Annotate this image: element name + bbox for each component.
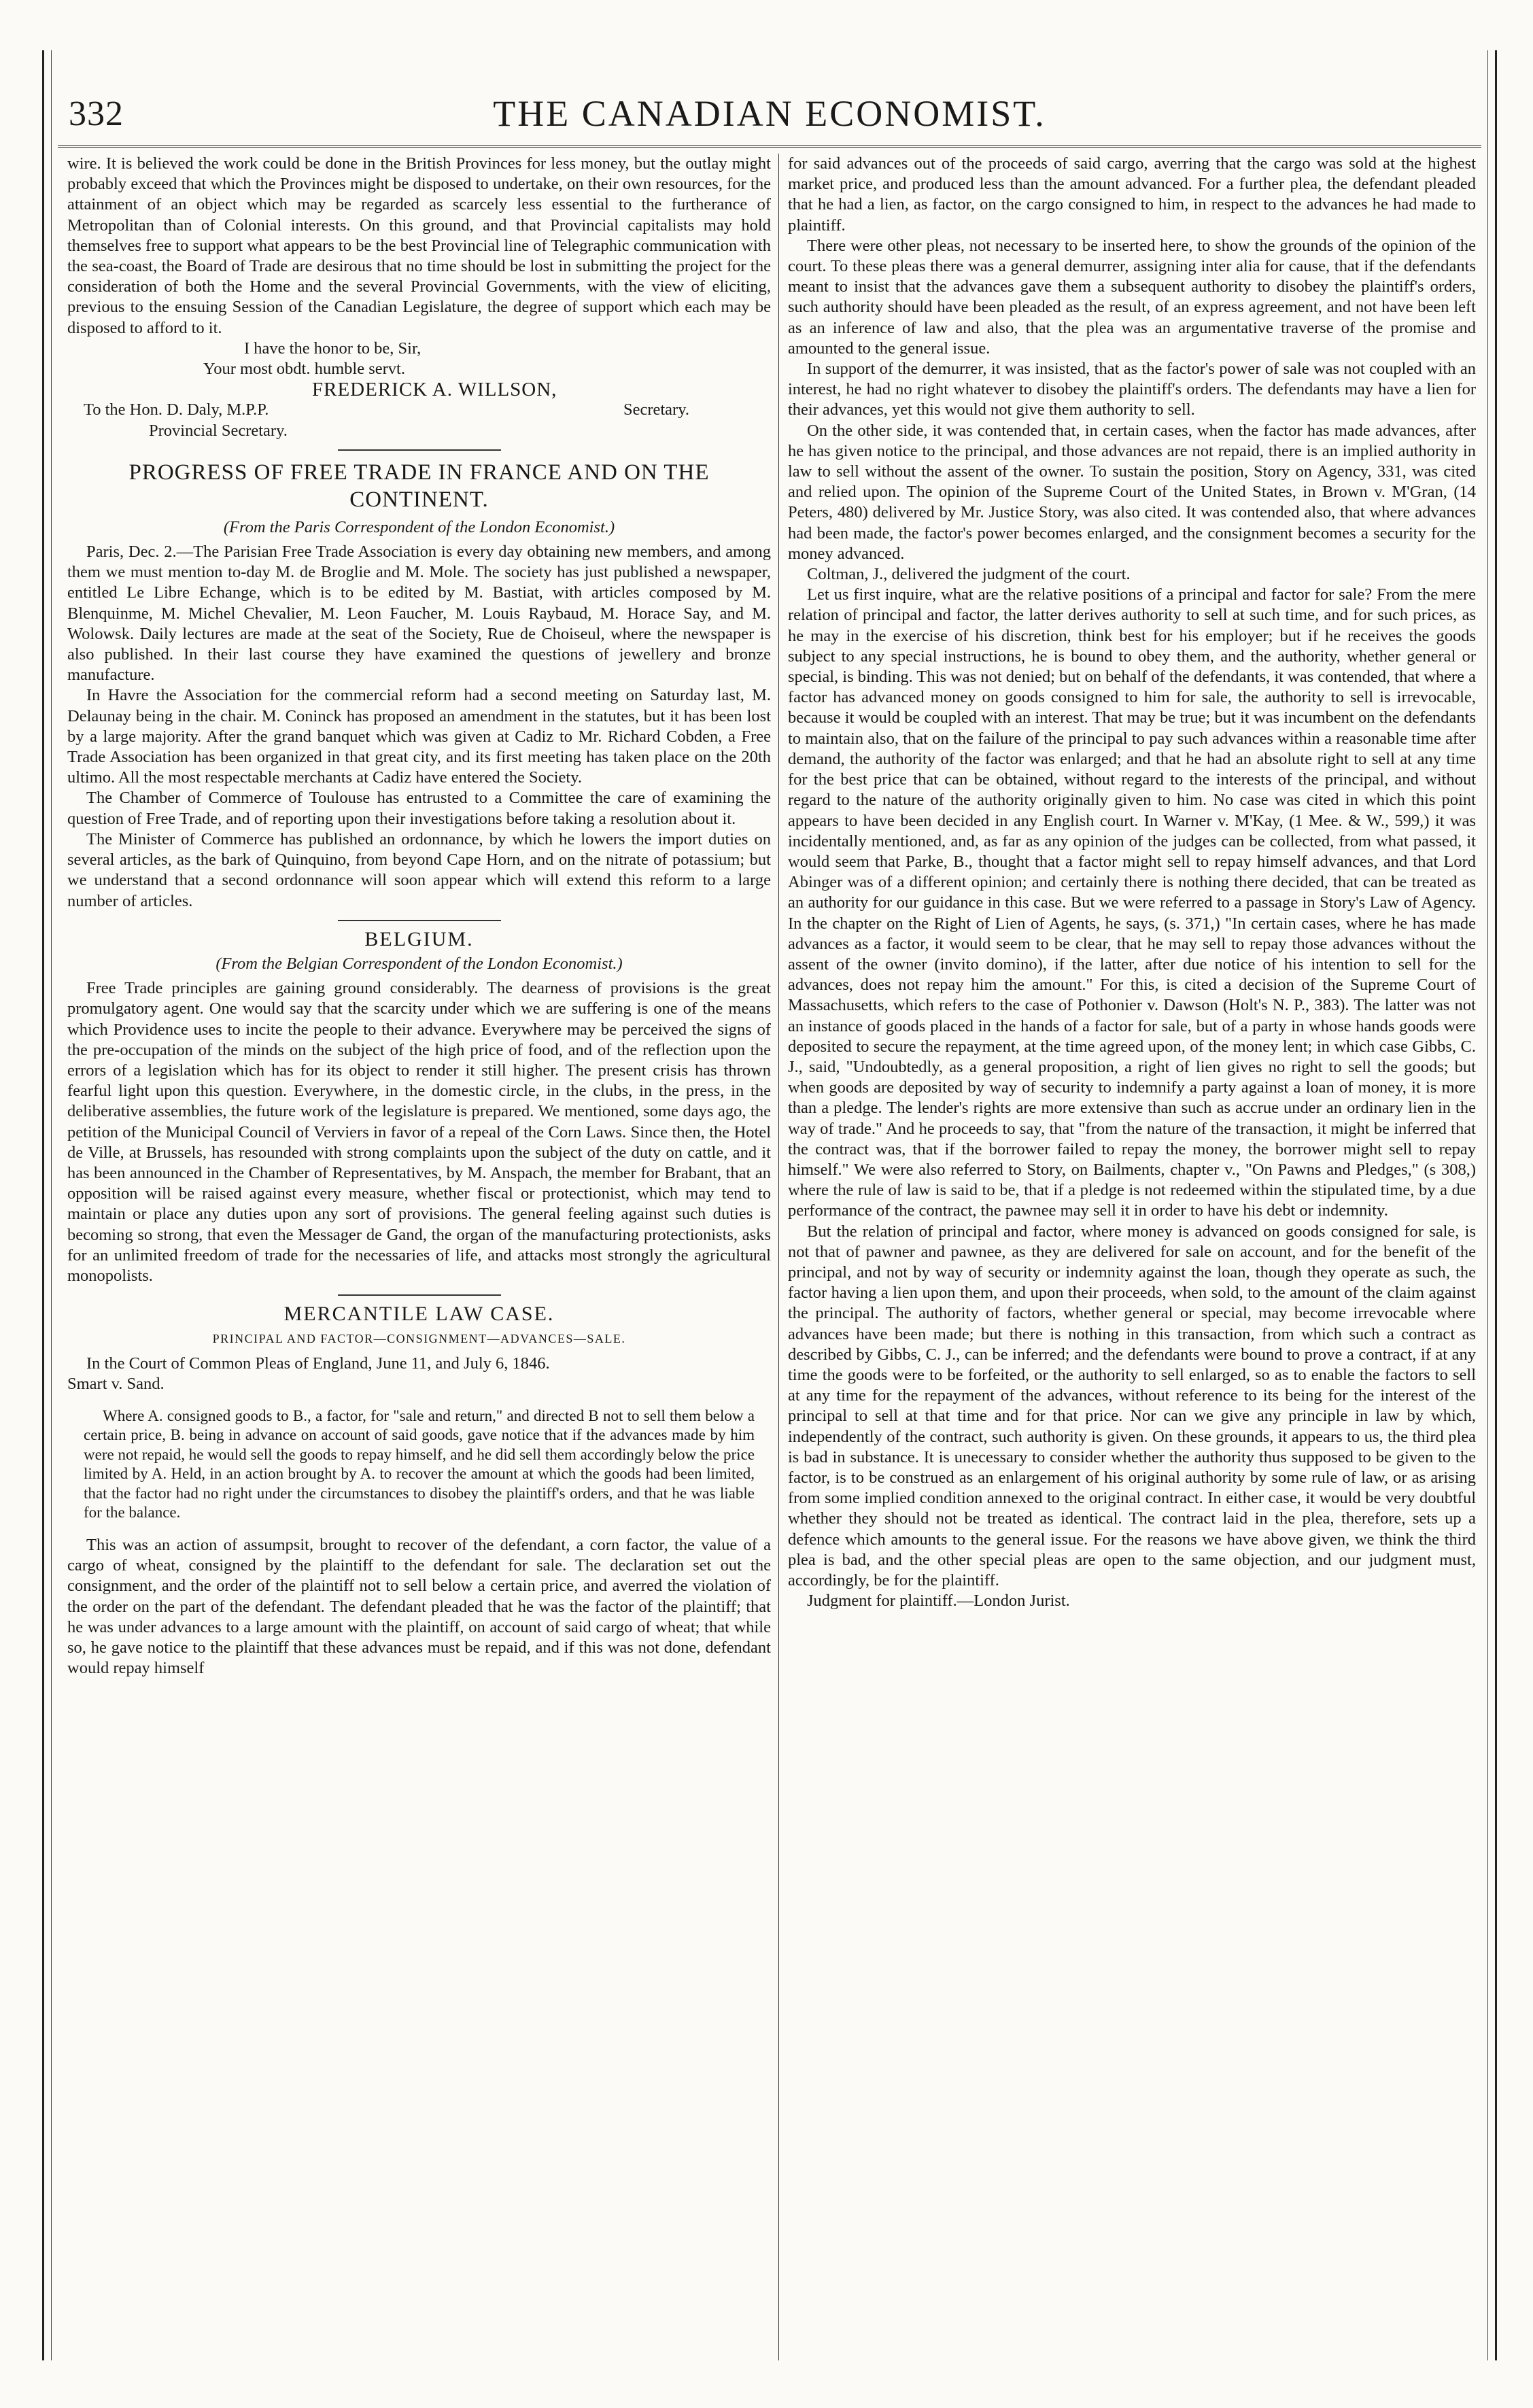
article-paragraph: There were other pleas, not necessary to be inserted here, to show the grounds of the opinion of the court. To these pleas there was a general demurrer, assigning inter alia for cause, that if the defendants meant to insist that the advances gave them a subsequent authority to disobey the plaintiff's orders, such authority should have been pleaded as the result, of an express agreement, and not have been left as an inference of law and also, that the plea was an argumentative traverse of the promise and amounted to the general issue.: [788, 236, 1476, 358]
headnote-text: Where A. consigned goods to B., a factor, for "sale and return," and directed B not to sell them below a certain price, B. being in advance on account of said goods, gave notice that if the advances made by him were not repaid, he would sell the goods to repay himself, and he did sell them accordingly below the price limited by A. Held, in an action brought by A. to recover the amount at which the goods had been limited, that the factor had no right under the circumstances to disobey the plaintiff's orders, and that he was liable for the balance.: [84, 1407, 755, 1521]
letter-continuation: wire. It is believed the work could be done in the British Provinces for less money, but the outlay might probably exceed that which the Provinces might be disposed to undertake, on their own resources, for the attainment of an object which may be regarded as scarcely less essential to the furtherance of Metropolitan than of Colonial interests. On this ground, and that Provincial capitalists may hold themselves free to support what appears to be the best Provincial line of Telegraphic communication with the sea-coast, the Board of Trade are desirous that no time should be lost in submitting the project for the consideration of both the Home and the several Provincial Governments, with the view of eliciting, previous to the ensuing Session of the Canadian Legislature, the degree of support which each may be disposed to afford to it.: [67, 154, 771, 337]
signer-title: Secretary.: [623, 400, 689, 419]
page-border-right: [1487, 50, 1488, 2360]
article-paragraph: In Havre the Association for the commercial reform had a second meeting on Saturday last, M. Delaunay being in the chair. M. Coninck has proposed an amendment in the statutes, but it has been lost by a large majority. After the grand banquet which was given at Cadiz to Mr. Richard Cobden, a Free Trade Association has been organized in that great city, and its first meeting has taken place on the 20th ultimo. All the most respectable merchants at Cadiz have entered the Society.: [67, 686, 771, 787]
section-rule: [338, 1294, 501, 1296]
article-paragraph: Let us first inquire, what are the relative positions of a principal and factor for sale? From the mere relation of principal and factor, the latter derives authority to sell at such time, and for such prices, as he may in the exercise of his discretion, think best for his employer; but if he receives the goods subject to any special instructions, he is bound to obey them, and the authority, whether general or special, is binding. This was not denied; but on behalf of the defendants, it was contended, that where a factor has advanced money on goods consigned to him for sale, the authority to sell is irrevocable, because it would be coupled with an interest. That may be true; but it was incumbent on the defendants to maintain also, that on the failure of the principal to pay such advances within a reasonable time after demand, the authority of the factor was enlarged; and that he had an absolute right to sell at any time for the best price that can be obtained, without regard to the interests of the principal, and without regard to the nature of the authority originally given to him. No case was cited in which this point appears to have been decided in any English court. In Warner v. M'Kay, (1 Mee. & W., 599,) it was incidentally mentioned, and, as far as any opinion of the judges can be collected, from what passed, it would seem that Parke, B., thought that a factor might sell to repay himself advances, and that Lord Abinger was of a different opinion; and certainly there is nothing there decided, that can be treated as an authority for our guidance in this case. But we were referred to a passage in Story's Law of Agency. In the chapter on the Right of Lien of Agents, he says, (s. 371,) "In certain cases, where he has made advances as a factor, it would seem to be clear, that he may sell to repay those advances without the assent of the owner (invito domino), if the latter, after due notice of his intention to sell for the advances, does not repay him the amount." For this, is cited a decision of the Supreme Court of Massachusetts, which refers to the case of Pothonier v. Dawson (Holt's N. P., 383). The latter was not an instance of goods placed in the hands of a factor for sale, but of a party in whose hands goods were deposited to secure the repayment, at the time agreed upon, of the money lent; in which case Gibbs, C. J., said, "Undoubtedly, as a general proposition, a right of lien gives no right to sell the goods; but when goods are deposited by way of security to indemnify a party against a loan of money, it is more than a pledge. The lender's rights are more extensive than such as accrue under an ordinary lien in the way of trade." And he proceeds to say, that "from the nature of the transaction, it might be inferred that the contract was, that if the borrower failed to repay the money, the borrower might sell to repay himself." We were also referred to Story, on Bailments, chapter v., "On Pawns and Pledges," (s 308,) where the rule of law is said to be, that if a pledge is not redeemed within the stipulated time, by a due performance of the contract, the pawnee may sell it in order to have his debt or indemnity.: [788, 585, 1476, 1220]
article-title-belgium: BELGIUM.: [364, 927, 474, 950]
letter-closing: I have the honor to be, Sir,: [244, 339, 421, 358]
addressee-title: Provincial Secretary.: [149, 421, 288, 440]
right-column: [788, 154, 1476, 2360]
journal-title: THE CANADIAN ECONOMIST.: [493, 93, 1046, 134]
signature: FREDERICK A. WILLSON,: [312, 379, 557, 401]
section-rule: [338, 920, 501, 921]
article-paragraph: On the other side, it was contended that, in certain cases, when the factor has made advances, after he has given notice to the principal, and those advances are not repaid, there is an implied authority in law to sell without the assent of the owner. To sustain the position, Story on Agency, 331, was cited and relied upon. The opinion of the Supreme Court of the United States, in Brown v. M'Gran, (14 Peters, 480) delivered by Mr. Justice Story, was also cited. It was contended also, that where advances had been made, the factor's power becomes enlarged, and the consignment becomes a security for the money advanced.: [788, 421, 1476, 563]
article-paragraph: In support of the demurrer, it was insisted, that as the factor's power of sale was not coupled with an interest, he had no right whatever to disobey the plaintiff's orders. The defendants may have a lien for their advances, yet this would not give them authority to sell.: [788, 360, 1476, 419]
page-number: 332: [69, 94, 124, 133]
page-header: [58, 91, 1481, 148]
letter-closing-2: Your most obdt. humble servt.: [203, 360, 405, 379]
case-name: Smart v. Sand.: [67, 1374, 165, 1393]
article-paragraph: The Chamber of Commerce of Toulouse has entrusted to a Committee the care of examining the question of Free Trade, and of reporting upon their investigations before taking a resolution about it.: [67, 789, 771, 828]
article-source: (From the Paris Correspondent of the London Economist.): [223, 517, 615, 536]
article-paragraph: Free Trade principles are gaining ground considerably. The dearness of provisions is the great promulgatory agent. One would say that the scarcity under which we are suffering is one of the means which Providence uses to incite the people to their advance. Everywhere may be perceived the signs of the pre-occupation of the minds on the subject of the high price of food, and of the reflection upon the errors of a legislation which has for its object to render it still higher. The present crisis has thrown fearful light upon this question. Everywhere, in the domestic circle, in the clubs, in the press, in the deliberative assemblies, the future work of the legislature is prepared. We mentioned, some days ago, the petition of the Municipal Council of Verviers in favor of a repeal of the Corn Laws. Since then, the Hotel de Ville, at Brussels, has resounded with strong complaints upon the subject of the duty on cattle, and it has been announced in the Chamber of Representatives, by M. Anspach, the member for Brabant, that an opposition will be raised against every measure, whether fiscal or protectionist, which may tend to maintain or place any duties upon any sort of provisions. The general feeling against such duties is becoming so strong, that even the Messager de Gand, the organ of the manufacturing protectionists, asks for an unlimited freedom of trade for the necessaries of life, and attacks most strongly the agricultural monopolists.: [67, 979, 771, 1285]
article-source: (From the Belgian Correspondent of the London Economist.): [216, 954, 623, 973]
addressee: To the Hon. D. Daly, M.P.P.: [84, 400, 269, 419]
judgment-line: Judgment for plaintiff.—London Jurist.: [807, 1592, 1070, 1611]
left-column: [67, 154, 771, 2360]
article-paragraph: But the relation of principal and factor, where money is advanced on goods consigned for sale, is not that of pawner and pawnee, as they are delivered for sale on account, and for the benefit of the principal, and not by way of security or indemnity against the loan, though they operate as such, the factor having a lien upon them, and upon their proceeds, when sold, to the amount of the claim against the principal. The authority of factors, whether general or special, may become irrevocable where advances have been made; but there is nothing in this transaction, from which such a contract as described by Gibbs, C. J., can be inferred; and the defendants were bound to prove a contract, if at any time the goods were to be forfeited, or the authority to sell enlarged, so as to enable the factors to sell at any time for the repayment of the advances, without reference to its being for the interest of the principal to sell at that time and for that price. Nor can we give any principle in law by which, independently of the contract, such authority is given. On these grounds, it appears to us, the third plea is bad in substance. It is unecessary to consider whether the authority thus supposed to be given to the factor, is to be construed as an enlargement of his original authority by some rule of law, or as arising from some implied condition annexed to the original contract. In either case, it would be very doubtful whether they should not be treated as identical. The contract laid in the plea, therefore, sets up a defence which amounts to the general issue. For the reasons we have above given, we think the third plea is bad, and the other special pleas are open to the same objection, and our judgment must, accordingly, be for the plaintiff.: [788, 1222, 1476, 1590]
article-subhead: PRINCIPAL AND FACTOR—CONSIGNMENT—ADVANCES—SALE.: [212, 1332, 626, 1346]
article-paragraph: for said advances out of the proceeds of said cargo, averring that the cargo was sold at the highest market price, and produced less than the amount advanced. For a further plea, the defendant pleaded that he had a lien, as factor, on the cargo consigned to him, in respect to the advances he had made to plaintiff.: [788, 154, 1476, 235]
article-paragraph: This was an action of assumpsit, brought to recover of the defendant, a corn factor, the value of a cargo of wheat, consigned by the plaintiff to the defendant for sale. The declaration set out the consignment, and the order of the plaintiff not to sell below a certain price, and averred the violation of the order on the part of the defendant. The defendant pleaded that he was the factor of the plaintiff; that he was under advances to a large amount with the plaintiff, on account of said cargo of wheat; that while so, he gave notice to the plaintiff that these advances must be repaid, and if this was not done, defendant would repay himself: [67, 1535, 771, 1678]
article-paragraph: Paris, Dec. 2.—The Parisian Free Trade Association is every day obtaining new members, and among them we must mention to-day M. de Broglie and M. Mole. The society has just published a newspaper, entitled Le Libre Echange, which is to be edited by M. Bastiat, with articles composed by M. Blenquinme, M. Michel Chevalier, M. Leon Faucher, M. Louis Raybaud, M. Horace Say, and M. Wolowsk. Daily lectures are made at the seat of the Society, Rue de Choiseul, where the newspaper is also published. In their last course they have examined the questions of jewellery and bronze manufacture.: [67, 543, 771, 685]
article-paragraph: Coltman, J., delivered the judgment of the court.: [807, 565, 1131, 584]
newspaper-page: [42, 50, 1497, 2360]
page-border-left: [51, 50, 52, 2360]
section-rule: [338, 449, 501, 451]
article-title-law-case: MERCANTILE LAW CASE.: [283, 1303, 555, 1326]
article-paragraph: The Minister of Commerce has published an ordonnance, by which he lowers the import duties on several articles, as the bark of Quinquino, from beyond Cape Horn, and on the nitrate of potassium; but we understand that a second ordonnance will soon appear which will extend this reform to a large number of articles.: [67, 829, 771, 910]
case-headnote: [67, 1407, 771, 1523]
court-line: In the Court of Common Pleas of England, June 11, and July 6, 1846.: [86, 1354, 550, 1373]
column-divider: [778, 154, 779, 2360]
article-title-free-trade: PROGRESS OF FREE TRADE IN FRANCE AND ON THE CONTINENT.: [128, 460, 710, 512]
addressee-line: [67, 400, 771, 420]
